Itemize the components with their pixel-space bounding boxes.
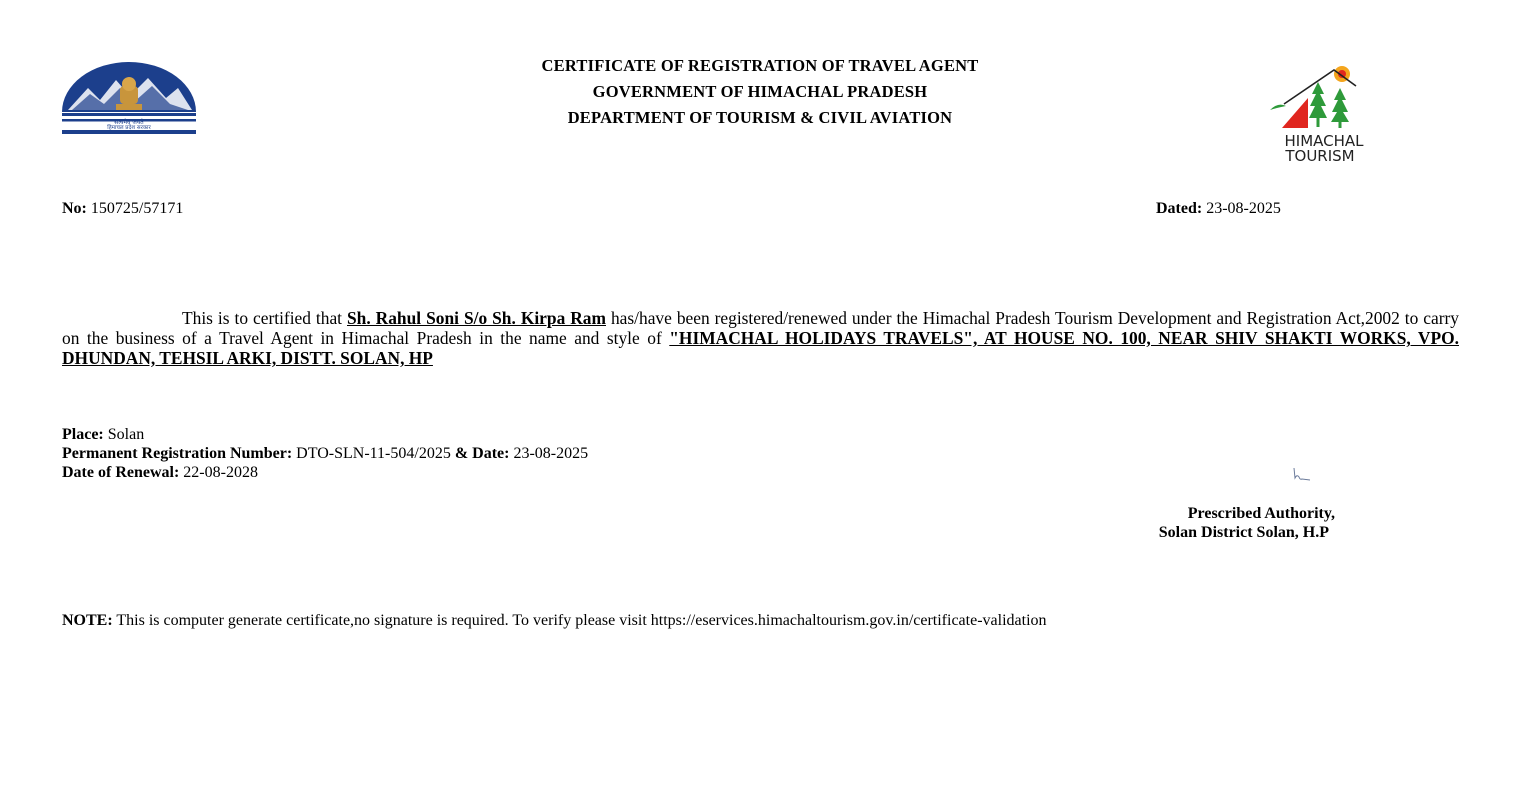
prescribed-authority: [1090, 504, 1335, 542]
himachal-tourism-logo: [1256, 62, 1392, 166]
place-label: Place:: [62, 426, 104, 443]
certificate-number-value: 150725/57171: [90, 200, 184, 217]
himachal-government-emblem-logo: [58, 58, 200, 138]
emblem-caption-bottom: हिमाचल प्रदेश सरकार: [107, 125, 151, 131]
certificate-number: [62, 200, 183, 218]
note-text: This is computer generate certificate,no signature is required. To verify please visit https://eservices.himachaltourism.gov.in/certificate-validation: [116, 612, 1047, 629]
place-line: [62, 425, 144, 444]
holder-name: Sh. Rahul Soni S/o Sh. Kirpa Ram: [347, 308, 606, 328]
authority-office: Solan District Solan, H.P: [1158, 524, 1329, 541]
registration-number-label: Permanent Registration Number:: [62, 445, 293, 462]
signature-mark: [1288, 464, 1314, 486]
registration-line: [62, 444, 588, 463]
renewal-line: [62, 463, 258, 482]
body-middle: has/have been registered/renewed under the Himachal Pradesh Tourism Development and Registration Act,2002 to carry on the business of a Travel Agent in Himachal Pradesh in the name and style of: [62, 308, 1460, 348]
government-name: GOVERNMENT OF HIMACHAL PRADESH: [592, 82, 928, 101]
registration-number-value: DTO-SLN-11-504/2025: [296, 445, 451, 462]
place-value: Solan: [107, 426, 145, 443]
department-name: DEPARTMENT OF TOURISM & CIVIL AVIATION: [567, 108, 953, 127]
certificate-date-label: Dated:: [1156, 200, 1203, 217]
certificate-date-value: 23-08-2025: [1206, 200, 1281, 217]
body-intro: This is to certified that: [182, 308, 347, 328]
verification-note: [62, 612, 1047, 630]
certificate-date: [1156, 200, 1281, 218]
tourism-logo-text-tourism: TOURISM: [1285, 147, 1355, 165]
renewal-date-label: Date of Renewal:: [62, 464, 180, 481]
authority-title: Prescribed Authority,: [1187, 505, 1335, 522]
emblem-caption-top: सत्यमेव जयते: [114, 119, 144, 126]
certificate-title: CERTIFICATE OF REGISTRATION OF TRAVEL AGENT: [541, 56, 979, 75]
tourism-logo-text-himachal: HIMACHAL: [1284, 132, 1364, 150]
renewal-date-value: 22-08-2028: [183, 464, 258, 481]
registration-date-value: 23-08-2025: [513, 445, 589, 462]
note-label: NOTE:: [62, 612, 113, 629]
registration-date-label: & Date:: [454, 445, 510, 462]
certificate-body: [62, 308, 1459, 368]
certificate-number-label: No:: [62, 200, 87, 217]
firm-name-address: "HIMACHAL HOLIDAYS TRAVELS", AT HOUSE NO. 100, NEAR SHIV SHAKTI WORKS, VPO. DHUNDAN, TEHSIL ARKI, DISTT. SOLAN, HP: [62, 328, 1459, 368]
